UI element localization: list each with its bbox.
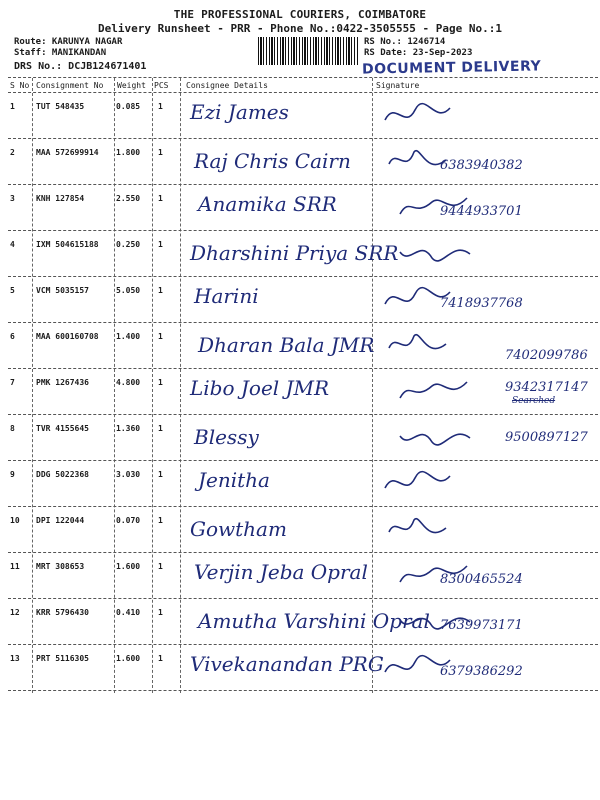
row-consignment-no: PRT 5116305	[36, 654, 89, 663]
row-weight: 0.070	[116, 516, 141, 525]
handwritten-phone: 7418937768	[440, 296, 523, 311]
handwritten-note: Searched	[512, 396, 556, 406]
row-weight: 5.050	[116, 286, 141, 295]
row-pcs: 1	[158, 654, 163, 663]
consignee-handwritten-name: Dharan Bala JMR	[198, 333, 375, 357]
barcode	[258, 37, 358, 65]
col-header-weight: Weight	[117, 81, 146, 90]
consignee-handwritten-name: Ezi James	[190, 100, 289, 124]
row-rule	[8, 644, 598, 645]
row-rule	[8, 690, 598, 691]
row-rule	[8, 552, 598, 553]
row-consignment-no: IXM 504615188	[36, 240, 99, 249]
table-row	[0, 186, 600, 232]
consignee-handwritten-name: Anamika SRR	[198, 192, 337, 216]
document-delivery-stamp: DOCUMENT DELIVERY	[361, 58, 542, 78]
row-weight: 0.250	[116, 240, 141, 249]
row-pcs: 1	[158, 378, 163, 387]
signature-scribble	[380, 100, 460, 134]
row-weight: 3.030	[116, 470, 141, 479]
row-weight: 1.800	[116, 148, 141, 157]
consignee-handwritten-name: Dharshini Priya SRR	[190, 241, 399, 265]
consignee-handwritten-name: Raj Chris Cairn	[194, 149, 351, 173]
consignee-handwritten-name: Blessy	[194, 425, 259, 449]
table-row	[0, 600, 600, 646]
col-header-sno: S No	[10, 81, 30, 90]
consignee-handwritten-name: Libo Joel JMR	[190, 376, 330, 400]
row-pcs: 1	[158, 332, 163, 341]
col-header-consignee: Consignee Details	[186, 81, 268, 90]
row-sno: 11	[10, 562, 20, 571]
table-row	[0, 554, 600, 600]
row-pcs: 1	[158, 516, 163, 525]
signature-scribble	[386, 330, 466, 364]
signature-scribble	[386, 146, 466, 180]
row-pcs: 1	[158, 608, 163, 617]
row-consignment-no: TVR 4155645	[36, 424, 89, 433]
header-rule-bottom	[8, 92, 598, 93]
row-pcs: 1	[158, 424, 163, 433]
row-pcs: 1	[158, 240, 163, 249]
signature-scribble	[398, 606, 478, 640]
header-rule-top	[8, 77, 598, 78]
row-consignment-no: KNH 127854	[36, 194, 85, 203]
consignee-handwritten-name: Amutha Varshini Opral	[198, 609, 430, 633]
row-sno: 6	[10, 332, 15, 341]
table-row	[0, 508, 600, 554]
table-row	[0, 370, 600, 416]
col-header-pcs: PCS	[154, 81, 169, 90]
handwritten-phone: 8300465524	[440, 572, 523, 587]
row-rule	[8, 230, 598, 231]
row-rule	[8, 506, 598, 507]
drs-number: DRS No.: DCJB124671401	[14, 61, 147, 72]
signature-scribble	[380, 284, 460, 318]
route-label: Route: KARUNYA NAGAR	[14, 37, 123, 47]
rs-date: RS Date: 23-Sep-2023	[364, 48, 473, 58]
row-sno: 1	[10, 102, 15, 111]
row-rule	[8, 460, 598, 461]
row-consignment-no: MAA 600160708	[36, 332, 99, 341]
row-sno: 5	[10, 286, 15, 295]
consignee-handwritten-name: Vivekanandan PRG	[190, 652, 384, 676]
signature-scribble	[392, 376, 472, 410]
row-weight: 2.550	[116, 194, 141, 203]
row-weight: 1.400	[116, 332, 141, 341]
handwritten-phone: 9500897127	[505, 430, 588, 445]
table-row	[0, 324, 600, 370]
signature-scribble	[392, 560, 472, 594]
table-row	[0, 140, 600, 186]
row-sno: 3	[10, 194, 15, 203]
row-weight: 0.085	[116, 102, 141, 111]
row-consignment-no: MRT 308653	[36, 562, 85, 571]
row-pcs: 1	[158, 562, 163, 571]
row-rule	[8, 598, 598, 599]
row-rule	[8, 322, 598, 323]
row-weight: 0.410	[116, 608, 141, 617]
row-consignment-no: KRR 5796430	[36, 608, 89, 617]
handwritten-phone: 6379386292	[440, 664, 523, 679]
row-consignment-no: TUT 548435	[36, 102, 85, 111]
row-weight: 1.600	[116, 654, 141, 663]
row-consignment-no: MAA 572699914	[36, 148, 99, 157]
handwritten-phone: 6383940382	[440, 158, 523, 173]
table-row	[0, 462, 600, 508]
table-row	[0, 232, 600, 278]
row-sno: 8	[10, 424, 15, 433]
handwritten-phone: 9444933701	[440, 204, 523, 219]
row-consignment-no: DDG 5022368	[36, 470, 89, 479]
row-sno: 2	[10, 148, 15, 157]
signature-scribble	[380, 468, 460, 502]
rs-number: RS No.: 1246714	[364, 37, 446, 47]
row-consignment-no: PMK 1267436	[36, 378, 89, 387]
handwritten-phone: 7639973171	[440, 618, 523, 633]
row-weight: 1.600	[116, 562, 141, 571]
col-header-signature: Signature	[376, 81, 420, 90]
row-sno: 12	[10, 608, 20, 617]
table-row	[0, 94, 600, 140]
row-rule	[8, 138, 598, 139]
table-row	[0, 646, 600, 692]
row-sno: 10	[10, 516, 20, 525]
signature-scribble	[392, 192, 472, 226]
consignee-handwritten-name: Verjin Jeba Opral	[194, 560, 368, 584]
row-weight: 4.800	[116, 378, 141, 387]
handwritten-phone: 7402099786	[505, 348, 588, 363]
consignee-handwritten-name: Harini	[194, 284, 259, 308]
consignee-handwritten-name: Jenitha	[198, 468, 270, 492]
row-rule	[8, 414, 598, 415]
table-row	[0, 278, 600, 324]
consignee-handwritten-name: Gowtham	[190, 517, 287, 541]
runsheet-title: Delivery Runsheet - PRR - Phone No.:0422-3505555 - Page No.:1	[98, 22, 502, 35]
row-consignment-no: VCM 5035157	[36, 286, 89, 295]
row-rule	[8, 368, 598, 369]
row-rule	[8, 276, 598, 277]
row-sno: 4	[10, 240, 15, 249]
col-header-consignment: Consignment No	[36, 81, 104, 90]
row-pcs: 1	[158, 286, 163, 295]
row-sno: 13	[10, 654, 20, 663]
row-pcs: 1	[158, 102, 163, 111]
handwritten-phone: 9342317147	[505, 380, 588, 395]
row-rule	[8, 184, 598, 185]
table-row	[0, 416, 600, 462]
row-pcs: 1	[158, 148, 163, 157]
signature-scribble	[386, 514, 466, 548]
signature-scribble	[398, 238, 478, 272]
row-consignment-no: DPI 122044	[36, 516, 85, 525]
row-pcs: 1	[158, 194, 163, 203]
row-pcs: 1	[158, 470, 163, 479]
row-weight: 1.360	[116, 424, 141, 433]
staff-label: Staff: MANIKANDAN	[14, 48, 107, 58]
signature-scribble	[380, 652, 460, 686]
company-title: THE PROFESSIONAL COURIERS, COIMBATORE	[173, 8, 427, 21]
row-sno: 7	[10, 378, 15, 387]
signature-scribble	[398, 422, 478, 456]
row-sno: 9	[10, 470, 15, 479]
